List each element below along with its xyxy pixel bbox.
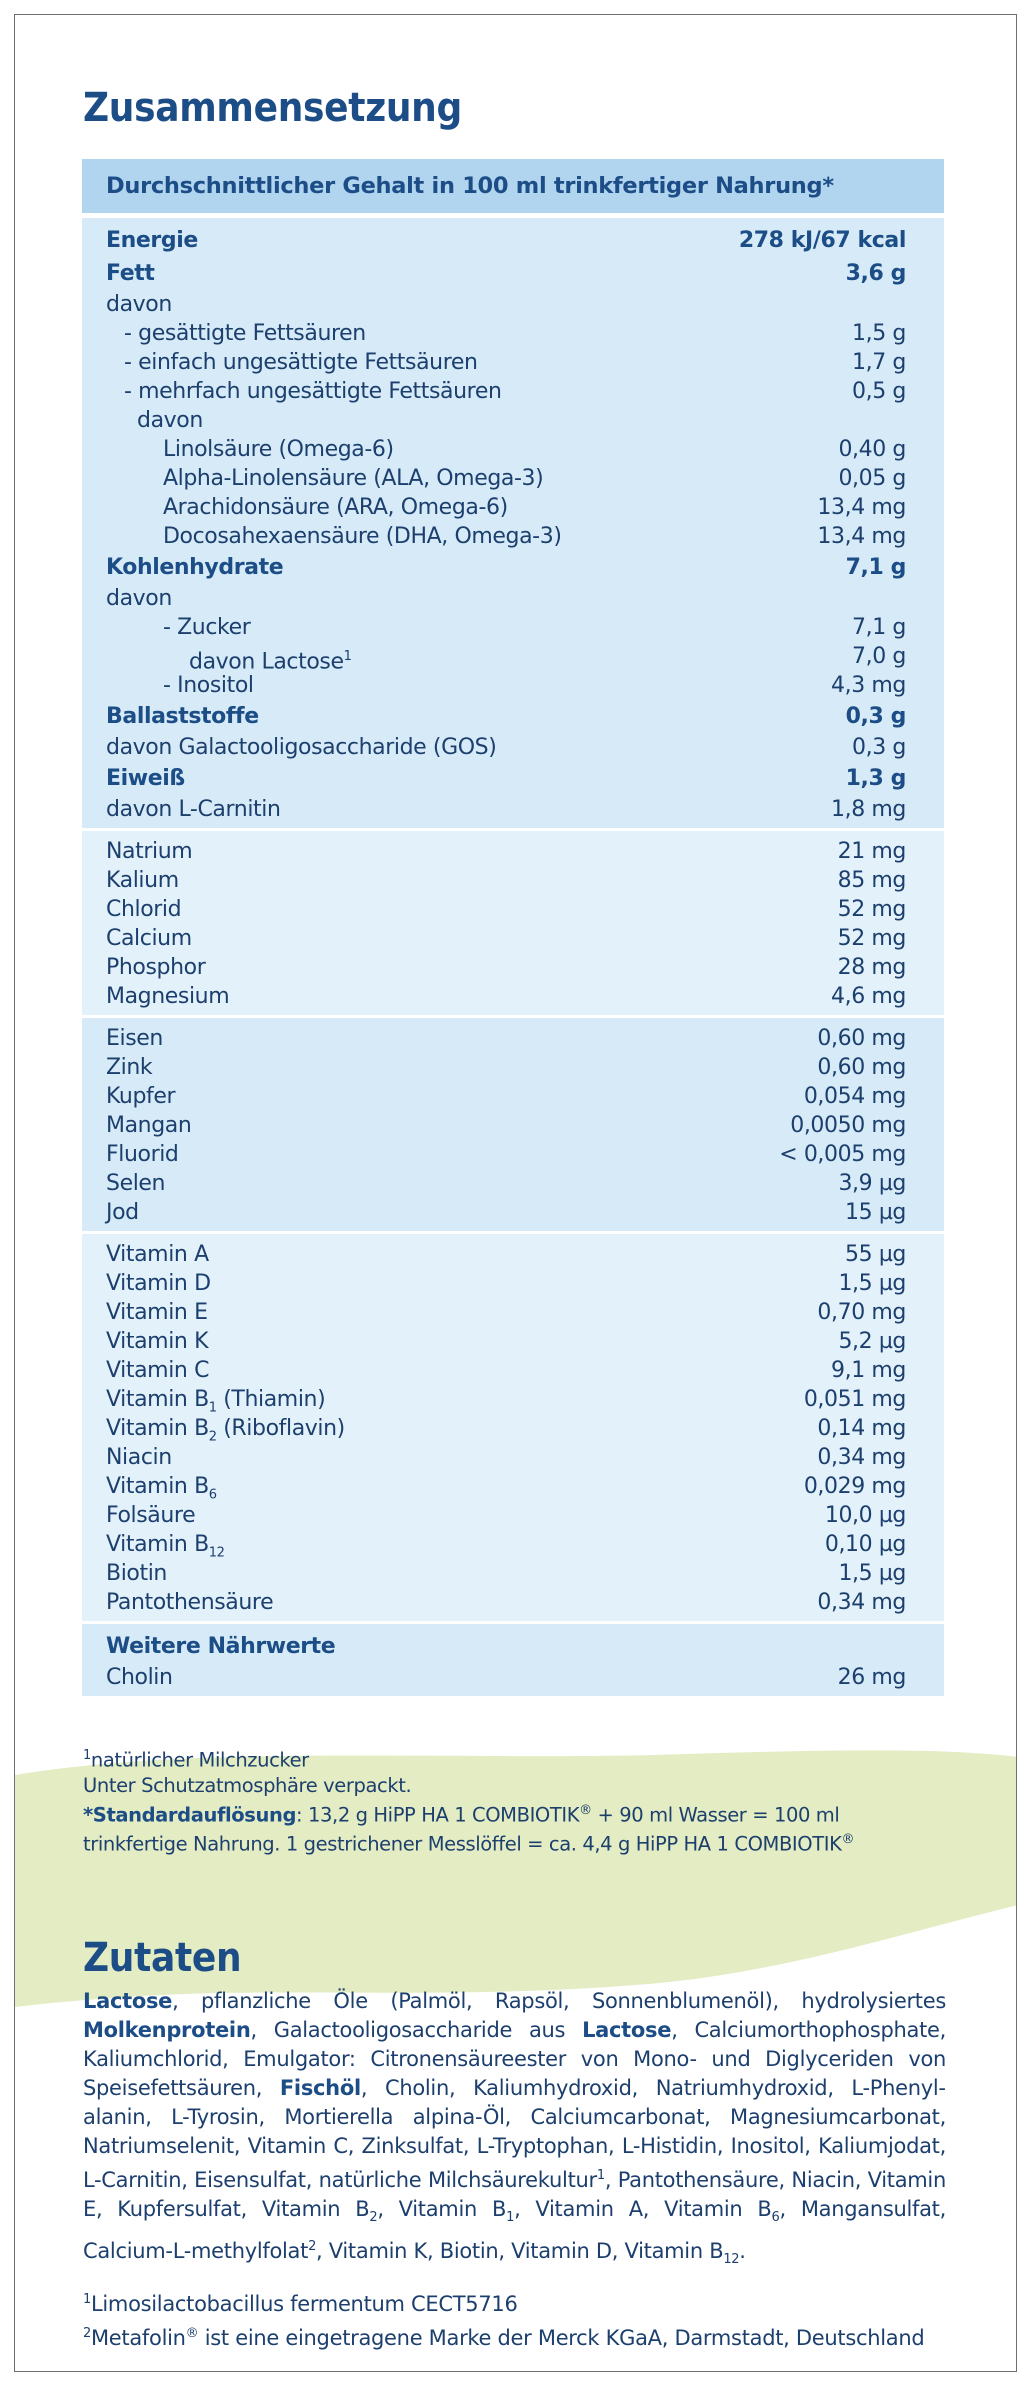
nutrient-value: 7,1 g bbox=[852, 615, 906, 640]
nutrient-value: 26 mg bbox=[837, 1665, 906, 1690]
table-group bbox=[82, 218, 944, 831]
nutrient-value: 0,70 mg bbox=[817, 1300, 906, 1325]
nutrient-value: 3,6 g bbox=[845, 261, 906, 286]
nutrient-value: 0,14 mg bbox=[817, 1416, 906, 1441]
nutrient-label: Weitere Nährwerte bbox=[106, 1634, 336, 1659]
table-row bbox=[82, 1327, 944, 1356]
nutrient-label: Vitamin C bbox=[106, 1358, 210, 1383]
nutrient-value: 0,029 mg bbox=[803, 1474, 906, 1499]
table-row bbox=[82, 982, 944, 1011]
nutrient-value: 7,1 g bbox=[845, 555, 906, 580]
nutrient-label: Vitamin $B_{12}$ bbox=[106, 1532, 225, 1561]
table-row bbox=[82, 290, 944, 319]
nutrient-value: 1,8 mg bbox=[831, 797, 906, 822]
nutrient-label: Vitamin $B_2$ (Riboflavin) bbox=[106, 1416, 345, 1445]
table-row bbox=[82, 700, 944, 733]
nutrient-label: davon L-Carnitin bbox=[106, 797, 281, 822]
nutrient-label: Eiweiß bbox=[106, 766, 185, 791]
nutrient-label: Fluorid bbox=[106, 1142, 179, 1167]
nutrient-label: Kalium bbox=[106, 868, 179, 893]
table-row bbox=[82, 1385, 944, 1414]
table-row bbox=[82, 464, 944, 493]
nutrient-label: - mehrfach ungesättigte Fettsäuren bbox=[124, 379, 502, 404]
table-row bbox=[82, 642, 944, 675]
page-title: Zusammensetzung bbox=[83, 85, 462, 131]
table-row bbox=[82, 1443, 944, 1472]
ingredients-title: Zutaten bbox=[83, 1935, 242, 1981]
standard-solution-note: *Standardauflösung: 13,2 g HiPP HA 1 COMBIOTIK® + 90 ml Wasser = 100 ml bbox=[83, 1802, 840, 1826]
ingredients-footnotes bbox=[83, 2285, 924, 2353]
nutrient-label: Folsäure bbox=[106, 1503, 196, 1528]
nutrient-label: Selen bbox=[106, 1171, 166, 1196]
table-row bbox=[82, 1140, 944, 1169]
nutrient-label: Jod bbox=[106, 1200, 139, 1225]
nutrient-label: Energie bbox=[106, 228, 198, 253]
table-row bbox=[82, 584, 944, 613]
notes-section bbox=[83, 1743, 963, 1857]
table-group bbox=[82, 1624, 944, 1696]
nutrient-value: 52 mg bbox=[837, 926, 906, 951]
nutrient-value: 1,5 g bbox=[852, 321, 906, 346]
table-row bbox=[82, 1356, 944, 1385]
footnote-milk-sugar: $^1$natürlicher Milchzucker bbox=[83, 1748, 309, 1772]
nutrient-value: 1,5 µg bbox=[838, 1561, 906, 1586]
nutrient-label: davon bbox=[137, 408, 203, 433]
nutrient-label: Biotin bbox=[106, 1561, 167, 1586]
nutrient-label: Docosahexaensäure (DHA, Omega-3) bbox=[163, 524, 562, 549]
nutrient-label: Eisen bbox=[106, 1026, 163, 1051]
nutrient-label: Zink bbox=[106, 1055, 153, 1080]
table-row bbox=[82, 1472, 944, 1501]
table-row bbox=[82, 1663, 944, 1692]
packaging-note: Unter Schutzatmosphäre verpackt. bbox=[83, 1773, 412, 1797]
nutrient-label: - Zucker bbox=[163, 615, 251, 640]
ingredients-text: Lactose, pflanzliche Öle (Palmöl, Rapsöl, Sonnenblumenöl), hydrolysiertes Molkenprotein, Galactooligosaccharide aus Lactose, Calciumorthophosphate, Kaliumchlorid, Emulgator: Citronensäureester von Mono- und Diglyceriden von Speisefettsäuren, Fischöl, Cholin, Kaliumhydroxid, Natriumhydroxid, L-Phenylalanin, L-Tyrosin, Mortierella alpina-Öl, Calciumcarbonat, Magnesiumcarbonat, Natriumselenit, Vitamin C, Zinksulfat, L-Tryptophan, L-Histidin, Inositol, Kaliumjodat, L-Carnitin, Eisensulfat, natürliche Milchsäurekultur$^1$, Pantothensäure, Niacin, Vitamin E, Kupfersulfat, Vitamin $B_2$, Vitamin $B_1$, Vitamin A, Vitamin $B_6$, Mangansulfat, Calcium-L-methylfolat$^2$, Vitamin K, Biotin, Vitamin D, Vitamin $B_{12}$. bbox=[83, 1989, 946, 2268]
table-row bbox=[82, 1269, 944, 1298]
table-row bbox=[82, 1082, 944, 1111]
nutrient-label: Chlorid bbox=[106, 897, 182, 922]
footnote-2: $^2$Metafolin® ist eine eingetragene Marke der Merck KGaA, Darmstadt, Deutschland bbox=[83, 2326, 925, 2350]
table-row bbox=[82, 377, 944, 406]
nutrient-value: 28 mg bbox=[837, 955, 906, 980]
nutrient-label: Alpha-Linolensäure (ALA, Omega-3) bbox=[163, 466, 544, 491]
table-row bbox=[82, 1198, 944, 1227]
table-row bbox=[82, 348, 944, 377]
footnote-1: $^1$Limosilactobacillus fermentum CECT5716 bbox=[83, 2292, 518, 2316]
nutrient-label: - einfach ungesättigte Fettsäuren bbox=[124, 350, 478, 375]
nutrient-label: Magnesium bbox=[106, 984, 230, 1009]
nutrient-value: < 0,005 mg bbox=[779, 1142, 906, 1167]
table-row bbox=[82, 435, 944, 464]
nutrient-label: Calcium bbox=[106, 926, 192, 951]
nutrient-value: 9,1 mg bbox=[831, 1358, 906, 1383]
table-row bbox=[82, 762, 944, 795]
table-row bbox=[82, 257, 944, 290]
nutrient-value: 0,60 mg bbox=[817, 1055, 906, 1080]
nutrient-value: 1,3 g bbox=[845, 766, 906, 791]
nutrient-value: 0,05 g bbox=[838, 466, 906, 491]
nutrient-value: 0,60 mg bbox=[817, 1026, 906, 1051]
table-row bbox=[82, 1169, 944, 1198]
table-row bbox=[82, 1501, 944, 1530]
nutrient-label: Natrium bbox=[106, 839, 193, 864]
nutrient-value: 4,6 mg bbox=[831, 984, 906, 1009]
nutrient-value: 55 µg bbox=[845, 1242, 906, 1267]
table-row bbox=[82, 1024, 944, 1053]
nutrient-value: 13,4 mg bbox=[817, 524, 906, 549]
nutrition-table bbox=[82, 159, 944, 1696]
page-frame bbox=[14, 14, 1017, 2372]
table-row bbox=[82, 837, 944, 866]
nutrient-value: 5,2 µg bbox=[838, 1329, 906, 1354]
nutrient-value: 0,3 g bbox=[852, 735, 906, 760]
table-row bbox=[82, 1298, 944, 1327]
table-row bbox=[82, 522, 944, 551]
nutrient-value: 0,34 mg bbox=[817, 1590, 906, 1615]
table-row bbox=[82, 924, 944, 953]
table-row bbox=[82, 1240, 944, 1269]
nutrient-label: Kupfer bbox=[106, 1084, 176, 1109]
table-row bbox=[82, 406, 944, 435]
nutrient-label: davon bbox=[106, 586, 172, 611]
nutrient-value: 0,5 g bbox=[852, 379, 906, 404]
nutrient-value: 0,054 mg bbox=[803, 1084, 906, 1109]
table-row bbox=[82, 493, 944, 522]
nutrient-value: 0,34 mg bbox=[817, 1445, 906, 1470]
table-row bbox=[82, 613, 944, 642]
nutrient-label: Ballaststoffe bbox=[106, 704, 259, 729]
nutrient-value: 1,5 µg bbox=[838, 1271, 906, 1296]
nutrient-label: - Inositol bbox=[163, 673, 254, 698]
nutrient-value: 3,9 µg bbox=[838, 1171, 906, 1196]
table-group bbox=[82, 1234, 944, 1624]
nutrient-label: Phosphor bbox=[106, 955, 206, 980]
table-row bbox=[82, 1530, 944, 1559]
table-row bbox=[82, 1053, 944, 1082]
nutrient-label: Vitamin E bbox=[106, 1300, 208, 1325]
table-header: Durchschnittlicher Gehalt in 100 ml trinkfertiger Nahrung* bbox=[82, 159, 944, 218]
table-row bbox=[82, 795, 944, 824]
nutrient-label: - gesättigte Fettsäuren bbox=[124, 321, 366, 346]
table-row bbox=[82, 224, 944, 257]
table-row bbox=[82, 1630, 944, 1663]
nutrient-label: Pantothensäure bbox=[106, 1590, 274, 1615]
nutrient-value: 4,3 mg bbox=[831, 673, 906, 698]
nutrient-value: 52 mg bbox=[837, 897, 906, 922]
table-group bbox=[82, 1018, 944, 1234]
table-row bbox=[82, 866, 944, 895]
nutrient-value: 0,40 g bbox=[838, 437, 906, 462]
nutrient-label: Arachidonsäure (ARA, Omega-6) bbox=[163, 495, 508, 520]
nutrient-label: davon bbox=[106, 292, 172, 317]
nutrient-value: 0,10 µg bbox=[824, 1532, 906, 1557]
nutrient-value: 7,0 g bbox=[852, 644, 906, 669]
nutrient-value: 13,4 mg bbox=[817, 495, 906, 520]
table-row bbox=[82, 319, 944, 348]
nutrient-value: 21 mg bbox=[837, 839, 906, 864]
nutrient-value: 0,051 mg bbox=[803, 1387, 906, 1412]
table-row bbox=[82, 1414, 944, 1443]
table-row bbox=[82, 953, 944, 982]
table-row bbox=[82, 895, 944, 924]
table-row bbox=[82, 733, 944, 762]
table-row bbox=[82, 1111, 944, 1140]
table-group bbox=[82, 831, 944, 1018]
nutrient-label: Linolsäure (Omega-6) bbox=[163, 437, 394, 462]
nutrient-label: Cholin bbox=[106, 1665, 173, 1690]
nutrient-label: Niacin bbox=[106, 1445, 172, 1470]
nutrient-label: Kohlenhydrate bbox=[106, 555, 284, 580]
nutrient-label: Vitamin K bbox=[106, 1329, 209, 1354]
nutrient-label: davon Lactose$^1$ bbox=[189, 649, 352, 675]
nutrient-label: Vitamin $B_1$ (Thiamin) bbox=[106, 1387, 326, 1416]
nutrient-value: 15 µg bbox=[845, 1200, 906, 1225]
nutrient-value: 85 mg bbox=[837, 868, 906, 893]
nutrient-value: 0,3 g bbox=[845, 704, 906, 729]
nutrient-label: Vitamin A bbox=[106, 1242, 209, 1267]
nutrient-value: 10,0 µg bbox=[824, 1503, 906, 1528]
nutrient-label: Fett bbox=[106, 261, 155, 286]
nutrient-value: 0,0050 mg bbox=[790, 1113, 906, 1138]
nutrient-value: 1,7 g bbox=[852, 350, 906, 375]
nutrient-label: davon Galactooligosaccharide (GOS) bbox=[106, 735, 497, 760]
table-row bbox=[82, 671, 944, 700]
standard-solution-note-line2: trinkfertige Nahrung. 1 gestrichener Messlöffel = ca. 4,4 g HiPP HA 1 COMBIOTIK® bbox=[83, 1832, 855, 1856]
table-row bbox=[82, 1588, 944, 1617]
table-row bbox=[82, 551, 944, 584]
nutrient-label: Vitamin $B_6$ bbox=[106, 1474, 217, 1503]
table-row bbox=[82, 1559, 944, 1588]
nutrient-value: 278 kJ/67 kcal bbox=[738, 228, 906, 253]
nutrient-label: Mangan bbox=[106, 1113, 192, 1138]
nutrient-label: Vitamin D bbox=[106, 1271, 211, 1296]
